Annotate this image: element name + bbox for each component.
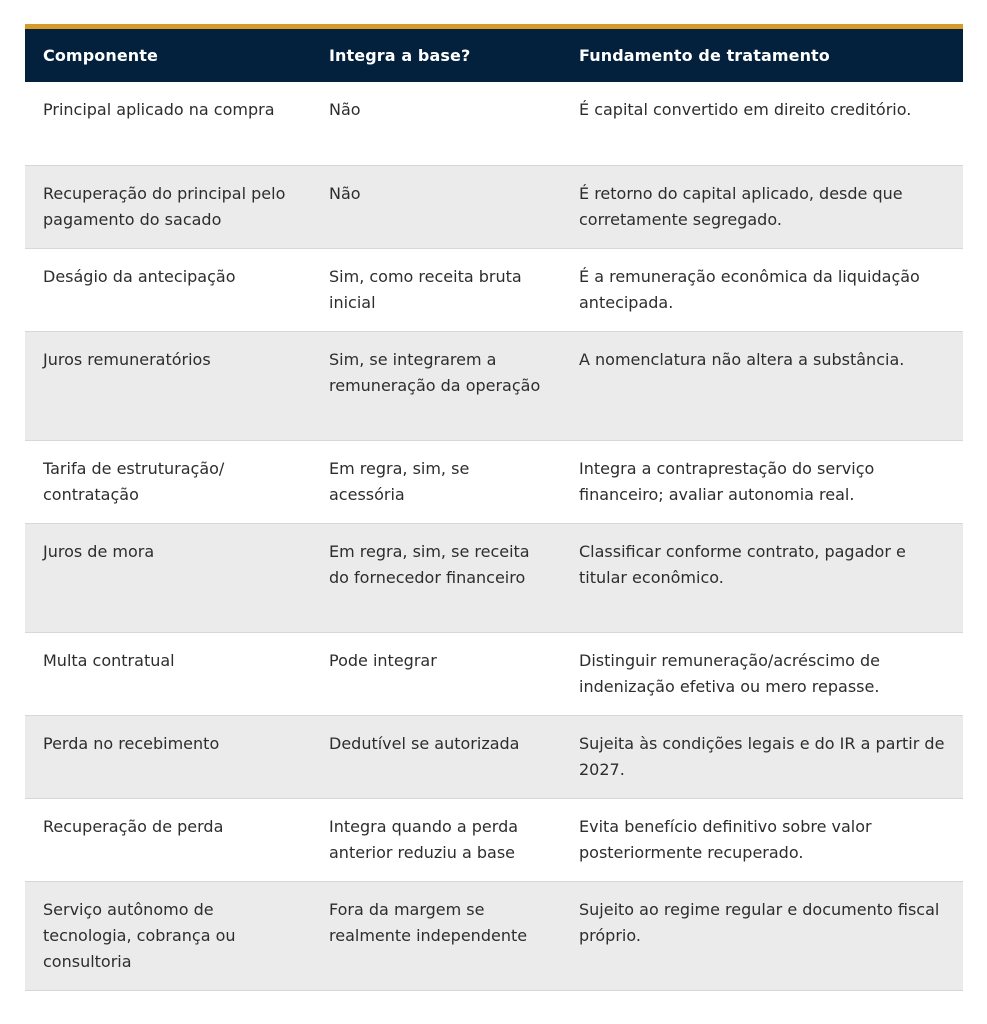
cell-fundamento: Sujeito ao regime regular e documento fiscal próprio. bbox=[579, 899, 940, 945]
cell-fundamento: Evita benefício definitivo sobre valor posteriormente recuperado. bbox=[579, 816, 872, 862]
table-header-row bbox=[25, 29, 963, 82]
table-row bbox=[25, 523, 963, 632]
table-row bbox=[25, 440, 963, 523]
table-row bbox=[25, 798, 963, 881]
table-row bbox=[25, 248, 963, 331]
cell-fundamento: Distinguir remuneração/acréscimo de indenização efetiva ou mero repasse. bbox=[579, 650, 881, 696]
cell-integra-a-base: Não bbox=[329, 100, 361, 119]
cell-componente: Juros remuneratórios bbox=[43, 349, 211, 369]
cell-componente: Juros de mora bbox=[43, 541, 155, 561]
table-row bbox=[25, 82, 963, 165]
table-row bbox=[25, 632, 963, 715]
cell-componente: Deságio da antecipação bbox=[43, 266, 236, 286]
cell-componente: Serviço autônomo de tecnologia, cobrança ou consultoria bbox=[43, 899, 236, 971]
cell-fundamento: Classificar conforme contrato, pagador e titular econômico. bbox=[579, 541, 906, 587]
cell-integra-a-base: Pode integrar bbox=[329, 650, 437, 670]
cell-componente: Recuperação de perda bbox=[43, 816, 224, 836]
cell-integra-a-base: Integra quando a perda anterior reduziu a base bbox=[329, 816, 519, 862]
cell-fundamento: É retorno do capital aplicado, desde que corretamente segregado. bbox=[579, 183, 903, 229]
cell-fundamento: É a remuneração econômica da liquidação antecipada. bbox=[579, 266, 920, 312]
cell-componente: Principal aplicado na compra bbox=[43, 100, 275, 119]
cell-fundamento: A nomenclatura não altera a substância. bbox=[579, 349, 905, 369]
header-fundamento: Fundamento de tratamento bbox=[579, 46, 830, 65]
cell-integra-a-base: Sim, como receita bruta inicial bbox=[329, 266, 522, 312]
cell-integra-a-base: Em regra, sim, se acessória bbox=[329, 458, 470, 504]
cell-integra-a-base: Fora da margem se realmente independente bbox=[329, 899, 528, 945]
cell-componente: Multa contratual bbox=[43, 650, 175, 670]
cell-componente: Perda no recebimento bbox=[43, 733, 220, 753]
treatment-table-container bbox=[25, 24, 963, 991]
cell-fundamento: Integra a contraprestação do serviço financeiro; avaliar autonomia real. bbox=[579, 458, 875, 504]
cell-integra-a-base: Não bbox=[329, 183, 361, 203]
table-row bbox=[25, 715, 963, 798]
table-row bbox=[25, 331, 963, 440]
cell-integra-a-base: Sim, se integrarem a remuneração da operação bbox=[329, 349, 541, 395]
cell-componente: Recuperação do principal pelo pagamento do sacado bbox=[43, 183, 286, 229]
cell-fundamento: É capital convertido em direito creditório. bbox=[579, 100, 912, 119]
cell-fundamento: Sujeita às condições legais e do IR a partir de 2027. bbox=[579, 733, 945, 779]
cell-integra-a-base: Dedutível se autorizada bbox=[329, 733, 520, 753]
treatment-table bbox=[25, 29, 963, 991]
table-row bbox=[25, 165, 963, 248]
table-row bbox=[25, 881, 963, 990]
cell-integra-a-base: Em regra, sim, se receita do fornecedor financeiro bbox=[329, 541, 530, 587]
cell-componente: Tarifa de estruturação/ contratação bbox=[43, 458, 225, 504]
header-componente: Componente bbox=[43, 46, 158, 65]
header-integra-a-base: Integra a base? bbox=[329, 46, 471, 65]
